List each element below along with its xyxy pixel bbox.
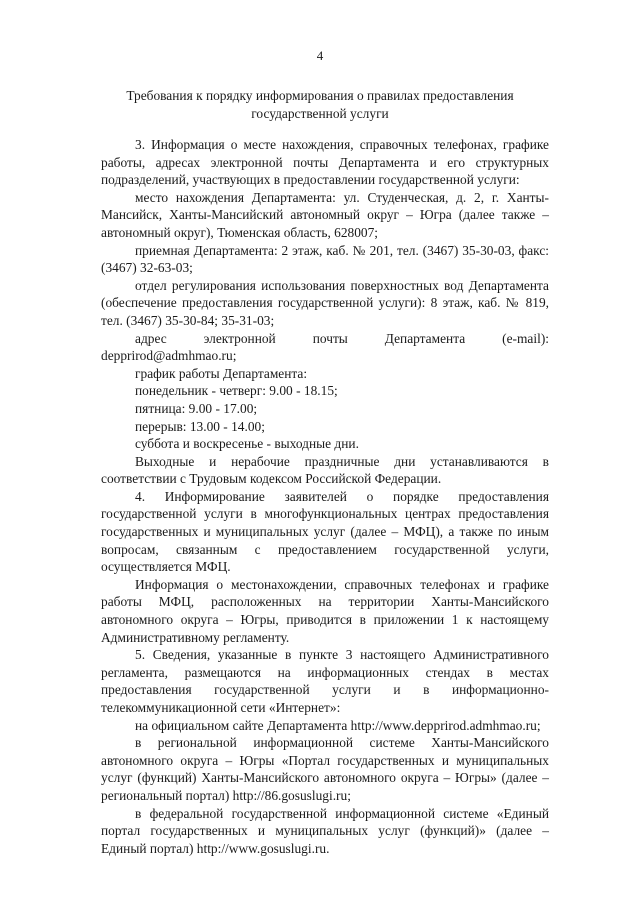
paragraph-schedule-break: перерыв: 13.00 - 14.00; (135, 418, 265, 434)
paragraph-schedule-fri: пятница: 9.00 - 17.00; (135, 400, 258, 416)
paragraph-official-site: на официальном сайте Департамента http://www.depprirod.admhmao.ru; (135, 717, 541, 733)
paragraph-reception: приемная Департамента: 2 этаж, каб. № 201, тел. (3467) 35-30-03, факс: (3467) 32-63-03; (101, 242, 549, 276)
paragraph-email: адрес электронной почты Департамента (e-mail): depprirod@admhmao.ru; (101, 330, 549, 364)
paragraph-schedule-weekend: суббота и воскресенье - выходные дни. (135, 436, 359, 452)
paragraph-schedule-title: график работы Департамента: (135, 365, 308, 381)
paragraph-water-department: отдел регулирования использования поверхностных вод Департамента (обеспечение предоставления государственной услуги): 8 этаж, каб. № 819, тел. (3467) 35-30-84; 35-31-03; (101, 277, 549, 328)
heading-line-2: государственной услуги (251, 105, 389, 121)
paragraph-schedule-mon-thu: понедельник - четверг: 9.00 - 18.15; (135, 383, 338, 399)
paragraph-5: 5. Сведения, указанные в пункте 3 настоящего Административного регламента, размещаются на информационных стендах в местах предоставления государственной услуги и в информационно-телекоммуникационной сети «Интернет»: (101, 647, 549, 715)
paragraph-mfc-info: Информация о местонахождении, справочных телефонах и графике работы МФЦ, расположенных на территории Ханты-Мансийского автономного округа – Югры, приводится в приложении 1 к настоящему Административному регламенту. (101, 576, 549, 645)
heading-line-1: Требования к порядку информирования о правилах предоставления (126, 88, 514, 103)
paragraph-regional-portal: в региональной информационной системе Ханты-Мансийского автономного округа – Югры «Портал государственных и муниципальных услуг (функций) Ханты-Мансийского автономного округа – Югры» (далее – региональный портал) http://86.gosuslugi.ru; (101, 735, 549, 803)
page-number: 4 (316, 48, 324, 63)
section-heading (0, 87, 640, 122)
paragraph-federal-portal: в федеральной государственной информационной системе «Единый портал государственных и муниципальных услуг (функций)» (далее – Единый портал) http://www.gosuslugi.ru. (101, 805, 549, 856)
paragraph-holidays: Выходные и нерабочие праздничные дни устанавливаются в соответствии с Трудовым кодексом Российской Федерации. (101, 453, 549, 487)
paragraph-location: место нахождения Департамента: ул. Студенческая, д. 2, г. Ханты-Мансийск, Ханты-Мансийский автономный округ – Югра (далее также – автономный округ), Тюменская область, 628007; (101, 189, 549, 240)
paragraph-3: 3. Информация о месте нахождения, справочных телефонах, графике работы, адресах электронной почты Департамента и его структурных подразделений, участвующих в предоставлении государственной услуги: (101, 137, 549, 188)
document-body (101, 136, 549, 857)
paragraph-4: 4. Информирование заявителей о порядке предоставления государственной услуги в многофункциональных центрах предоставления государственных и муниципальных услуг (далее – МФЦ), а также по иным вопросам, связанным с предоставлением государственной услуги, осуществляется МФЦ. (101, 488, 549, 575)
